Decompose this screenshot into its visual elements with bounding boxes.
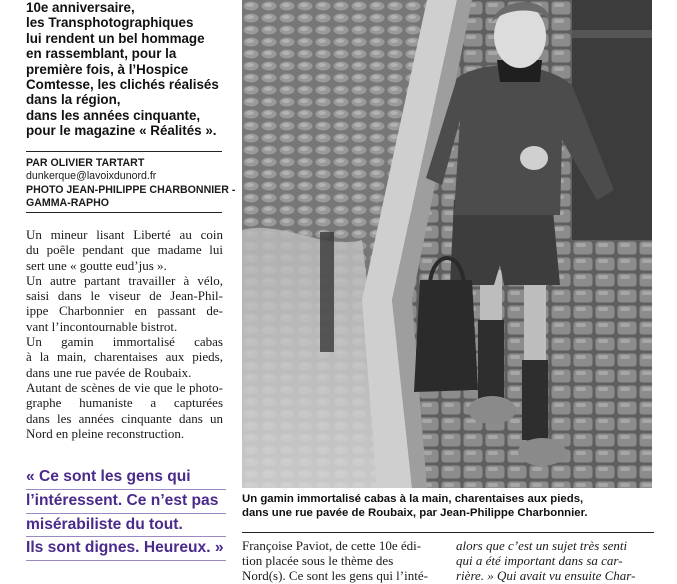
intro-line: première fois, à l’Hospice	[26, 61, 189, 77]
article-body-col2	[242, 538, 438, 584]
body-line: Françoise Paviot, de cette 10e édi-	[242, 538, 422, 553]
byline	[26, 157, 236, 211]
body-line: Autant de scènes de vie que le photo-	[26, 379, 223, 395]
photo-credit: PHOTO JEAN-PHILIPPE CHARBONNIER -	[26, 183, 236, 196]
author-name: PAR OLIVIER TARTART	[26, 157, 145, 169]
body-line: Nord(s). Ce sont les gens qui l’inté-	[242, 568, 428, 584]
caption-line: Un gamin immortalisé cabas à la main, charentaises aux pieds,	[242, 493, 584, 505]
article-body-col1	[26, 227, 223, 441]
body-line: sert une « goutte eud’jus ».	[26, 257, 167, 273]
photo-caption	[242, 492, 654, 520]
body-line: Un autre partant travailler à vélo,	[26, 272, 223, 288]
photo-boy-with-bag	[242, 0, 652, 488]
body-line: ippe Charbonnier en passant de-	[26, 303, 223, 319]
body-line: du poêle pendant que madame lui	[26, 242, 223, 258]
body-line: qui a été important dans sa car-	[456, 553, 623, 569]
photo-credit-agency: GAMMA-RAPHO	[26, 197, 109, 210]
intro-line: pour le magazine « Réalités ».	[26, 123, 217, 139]
quote-line: l’intéressent. Ce n’est pas	[26, 490, 226, 514]
intro-line: dans la région,	[26, 92, 121, 108]
body-line: tion placée sous le thème des	[242, 553, 394, 569]
intro-line: lui rendent un bel hommage	[26, 30, 205, 46]
body-line: à la main, charentaises aux pieds,	[26, 349, 223, 365]
quote-line: « Ce sont les gens qui	[26, 466, 226, 490]
body-line: Un mineur lisant Liberté au coin	[26, 227, 223, 242]
body-line: dans une rue pavée de Roubaix.	[26, 364, 192, 380]
caption-divider	[242, 532, 654, 533]
body-line: Nord en pleine reconstruction.	[26, 425, 185, 441]
intro-divider	[26, 151, 222, 152]
intro-line: Comtesse, les clichés réalisés	[26, 77, 219, 93]
pull-quote	[26, 466, 226, 561]
body-line: dans les années cinquante dans un	[26, 410, 223, 426]
caption-line: dans une rue pavée de Roubaix, par Jean-Philippe Charbonnier.	[242, 507, 588, 520]
intro-line: dans les années cinquante,	[26, 107, 201, 123]
article-photo	[242, 0, 652, 488]
body-line: vant l’incontournable bistrot.	[26, 318, 178, 334]
intro-line: en rassemblant, pour la	[26, 46, 177, 62]
intro-line: les Transphotographiques	[26, 15, 194, 31]
author-email: dunkerque@lavoixdunord.fr	[26, 170, 157, 183]
body-line: graphe humaniste a capturées	[26, 395, 223, 411]
article-body-col3	[456, 538, 654, 584]
quote-line: misérabiliste du tout.	[26, 514, 226, 538]
intro-line: 10e anniversaire,	[26, 0, 135, 15]
article-intro	[26, 0, 236, 139]
quote-line: Ils sont dignes. Heureux. »	[26, 537, 226, 561]
body-line: Un gamin immortalisé cabas	[26, 334, 223, 350]
byline-divider	[26, 212, 222, 213]
body-line: rière. » Qui avait vu ensuite Char-	[456, 568, 636, 584]
body-line: saisi dans le viseur de Jean-Phil-	[26, 288, 223, 304]
body-line: alors que c’est un sujet très senti	[456, 538, 628, 553]
